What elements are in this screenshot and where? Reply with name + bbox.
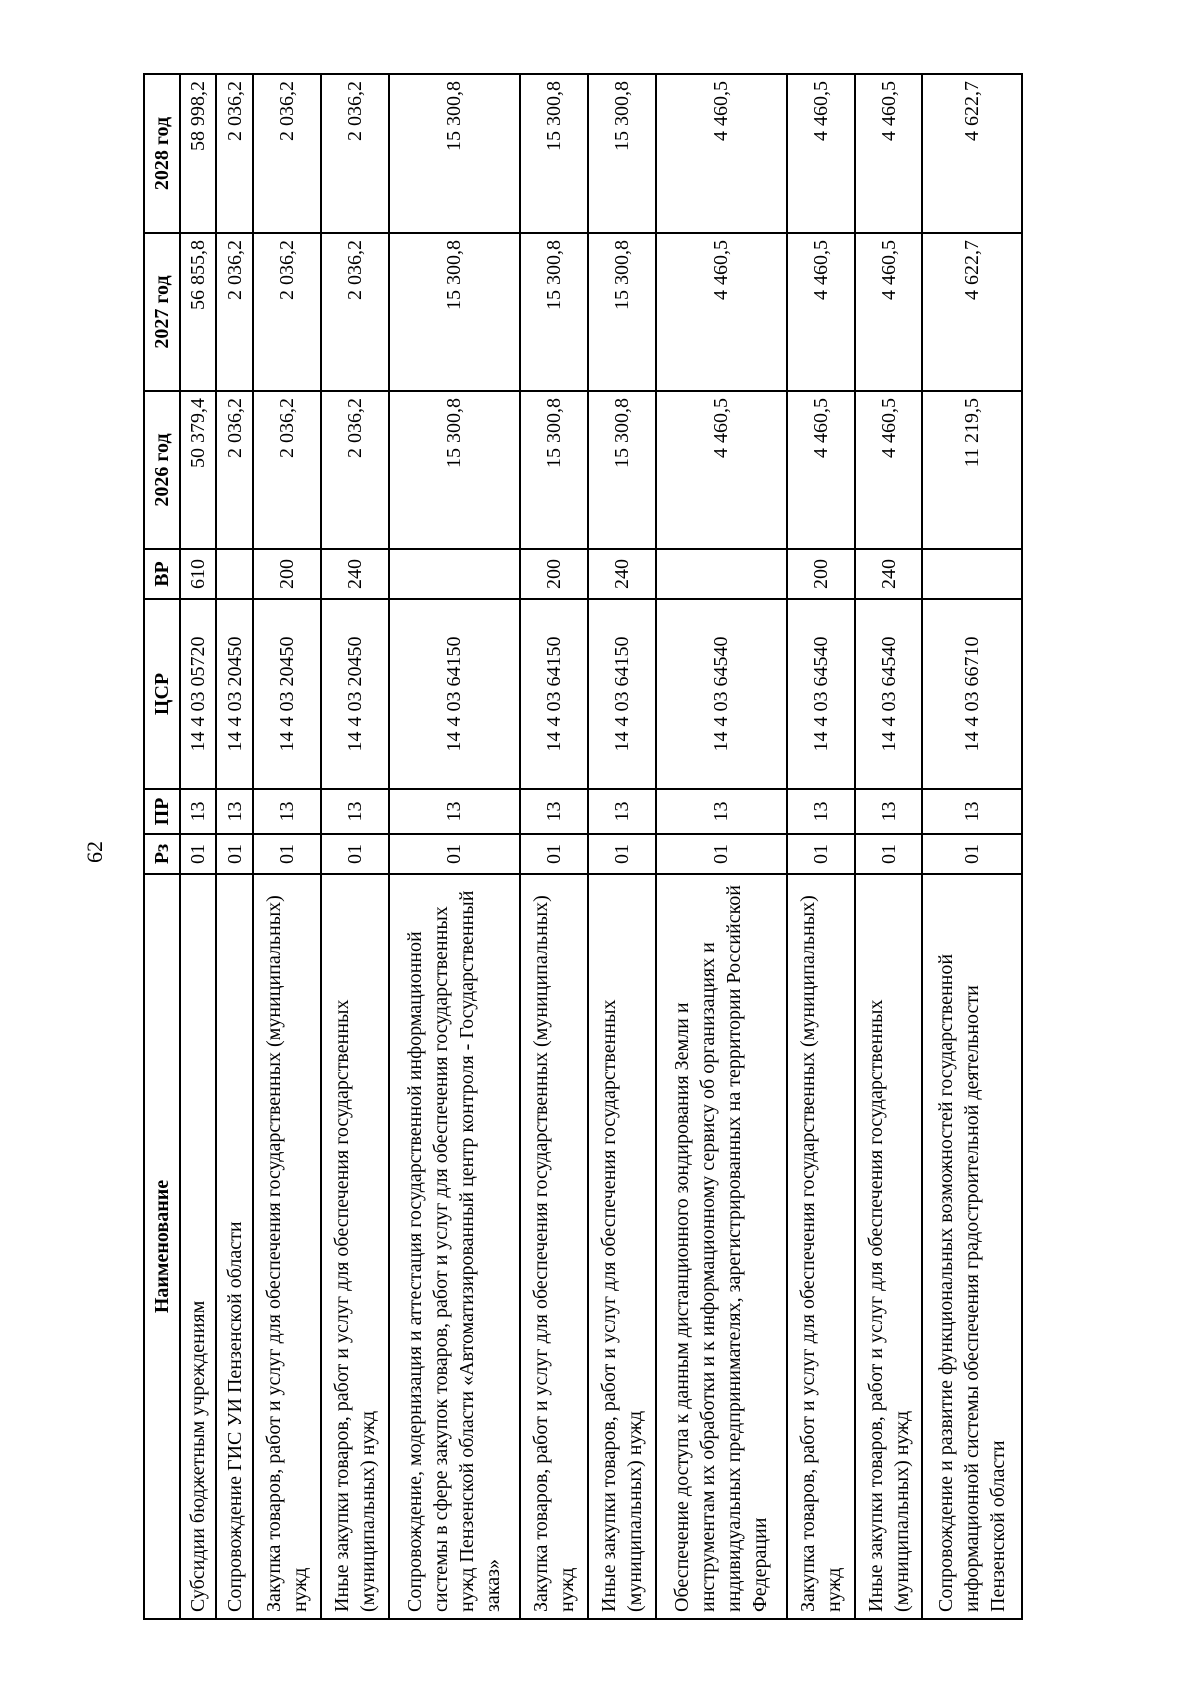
- cell-2027: 4 460,5: [787, 233, 855, 391]
- table-row: [389, 74, 520, 1619]
- cell-2028: 4 460,5: [656, 74, 787, 233]
- cell-2027: 2 036,2: [321, 233, 389, 391]
- cell-csr: 14 4 03 64150: [588, 599, 656, 789]
- cell-csr: 14 4 03 64150: [389, 599, 520, 789]
- cell-pr: 13: [253, 789, 321, 834]
- cell-2028: 15 300,8: [588, 74, 656, 233]
- cell-vr: 610: [180, 549, 216, 599]
- cell-2028: 2 036,2: [216, 74, 252, 233]
- cell-name: Закупка товаров, работ и услуг для обеспечения государственных (муниципальных) нужд: [787, 874, 855, 1619]
- table-row: [253, 74, 321, 1619]
- cell-csr: 14 4 03 20450: [321, 599, 389, 789]
- cell-2026: 11 219,5: [922, 391, 1022, 549]
- cell-2027: 15 300,8: [389, 233, 520, 391]
- cell-rz: 01: [855, 834, 923, 874]
- cell-2028: 4 460,5: [787, 74, 855, 233]
- cell-2026: 50 379,4: [180, 391, 216, 549]
- cell-vr: [389, 549, 520, 599]
- cell-vr: 200: [520, 549, 588, 599]
- header-2026: 2026 год: [144, 391, 180, 549]
- header-csr: ЦСР: [144, 599, 180, 789]
- cell-pr: 13: [520, 789, 588, 834]
- budget-table: [143, 73, 1023, 1620]
- cell-2027: 56 855,8: [180, 233, 216, 391]
- cell-vr: 240: [855, 549, 923, 599]
- cell-csr: 14 4 03 05720: [180, 599, 216, 789]
- cell-vr: 200: [787, 549, 855, 599]
- cell-vr: [922, 549, 1022, 599]
- cell-2027: 4 460,5: [656, 233, 787, 391]
- cell-rz: 01: [656, 834, 787, 874]
- cell-2026: 15 300,8: [389, 391, 520, 549]
- cell-rz: 01: [216, 834, 252, 874]
- cell-name: Закупка товаров, работ и услуг для обеспечения государственных (муниципальных) нужд: [253, 874, 321, 1619]
- cell-2026: 4 460,5: [656, 391, 787, 549]
- cell-2028: 15 300,8: [389, 74, 520, 233]
- header-2028: 2028 год: [144, 74, 180, 233]
- table-row: [656, 74, 787, 1619]
- cell-rz: 01: [253, 834, 321, 874]
- cell-rz: 01: [588, 834, 656, 874]
- cell-2028: 15 300,8: [520, 74, 588, 233]
- cell-csr: 14 4 03 64150: [520, 599, 588, 789]
- cell-2026: 2 036,2: [321, 391, 389, 549]
- cell-csr: 14 4 03 64540: [656, 599, 787, 789]
- cell-vr: 200: [253, 549, 321, 599]
- page-number: 62: [82, 841, 107, 863]
- table-row: [855, 74, 923, 1619]
- cell-2027: 2 036,2: [253, 233, 321, 391]
- cell-vr: [656, 549, 787, 599]
- cell-pr: 13: [656, 789, 787, 834]
- cell-pr: 13: [180, 789, 216, 834]
- cell-2026: 2 036,2: [216, 391, 252, 549]
- cell-name: Иные закупки товаров, работ и услуг для обеспечения государственных (муниципальных) нужд: [321, 874, 389, 1619]
- cell-csr: 14 4 03 64540: [855, 599, 923, 789]
- cell-rz: 01: [520, 834, 588, 874]
- cell-pr: 13: [321, 789, 389, 834]
- cell-name: Сопровождение и развитие функциональных возможностей государственной информационной системы обеспечения градостроительной деятельности Пензенской области: [922, 874, 1022, 1619]
- cell-name: Субсидии бюджетным учреждениям: [180, 874, 216, 1619]
- table-row: [520, 74, 588, 1619]
- cell-csr: 14 4 03 20450: [253, 599, 321, 789]
- header-name: Наименование: [144, 874, 180, 1619]
- cell-2028: 2 036,2: [253, 74, 321, 233]
- cell-pr: 13: [588, 789, 656, 834]
- cell-vr: 240: [321, 549, 389, 599]
- cell-name: Обеспечение доступа к данным дистанционного зондирования Земли и инструментам их обработки и к информационному сервису об организациях и индивидуальных предпринимателях, зарегистрированных на территории Российской Федерации: [656, 874, 787, 1619]
- cell-2028: 2 036,2: [321, 74, 389, 233]
- cell-name: Закупка товаров, работ и услуг для обеспечения государственных (муниципальных) нужд: [520, 874, 588, 1619]
- cell-csr: 14 4 03 66710: [922, 599, 1022, 789]
- cell-2028: 58 998,2: [180, 74, 216, 233]
- cell-pr: 13: [922, 789, 1022, 834]
- cell-pr: 13: [855, 789, 923, 834]
- cell-2028: 4 622,7: [922, 74, 1022, 233]
- table-row: [922, 74, 1022, 1619]
- cell-pr: 13: [787, 789, 855, 834]
- table-body: [180, 74, 1022, 1619]
- cell-csr: 14 4 03 20450: [216, 599, 252, 789]
- table-row: [180, 74, 216, 1619]
- cell-name: Сопровождение, модернизация и аттестация государственной информационной системы в сфере закупок товаров, работ и услуг для обеспечения государственных нужд Пензенской области «Автоматизированный центр контроля - Государственный заказ»: [389, 874, 520, 1619]
- cell-rz: 01: [922, 834, 1022, 874]
- header-vr: ВР: [144, 549, 180, 599]
- cell-pr: 13: [389, 789, 520, 834]
- table-row: [321, 74, 389, 1619]
- cell-2026: 4 460,5: [787, 391, 855, 549]
- cell-2027: 4 460,5: [855, 233, 923, 391]
- rotated-sheet: [143, 75, 1023, 1620]
- cell-rz: 01: [180, 834, 216, 874]
- cell-rz: 01: [787, 834, 855, 874]
- cell-rz: 01: [389, 834, 520, 874]
- cell-2027: 4 622,7: [922, 233, 1022, 391]
- header-2027: 2027 год: [144, 233, 180, 391]
- table-header-row: [144, 74, 180, 1619]
- cell-rz: 01: [321, 834, 389, 874]
- cell-csr: 14 4 03 64540: [787, 599, 855, 789]
- cell-2026: 4 460,5: [855, 391, 923, 549]
- table-row: [787, 74, 855, 1619]
- cell-name: Сопровождение ГИС УИ Пензенской области: [216, 874, 252, 1619]
- cell-name: Иные закупки товаров, работ и услуг для обеспечения государственных (муниципальных) нужд: [855, 874, 923, 1619]
- cell-2027: 2 036,2: [216, 233, 252, 391]
- cell-2026: 2 036,2: [253, 391, 321, 549]
- cell-2027: 15 300,8: [588, 233, 656, 391]
- table-row: [216, 74, 252, 1619]
- cell-vr: 240: [588, 549, 656, 599]
- cell-pr: 13: [216, 789, 252, 834]
- cell-2026: 15 300,8: [520, 391, 588, 549]
- cell-vr: [216, 549, 252, 599]
- cell-name: Иные закупки товаров, работ и услуг для обеспечения государственных (муниципальных) нужд: [588, 874, 656, 1619]
- cell-2027: 15 300,8: [520, 233, 588, 391]
- header-rz: Рз: [144, 834, 180, 874]
- header-pr: ПР: [144, 789, 180, 834]
- table-row: [588, 74, 656, 1619]
- cell-2028: 4 460,5: [855, 74, 923, 233]
- cell-2026: 15 300,8: [588, 391, 656, 549]
